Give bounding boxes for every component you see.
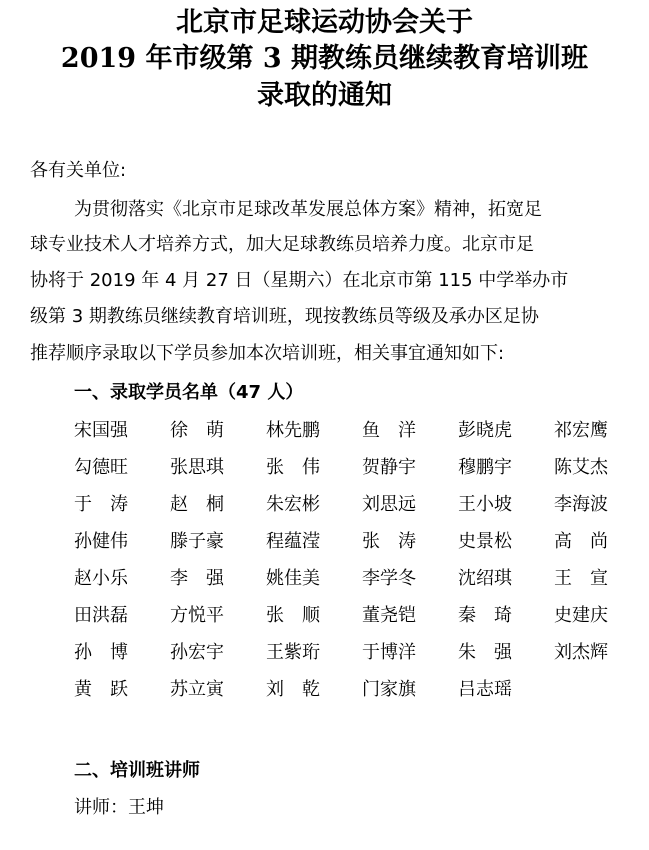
- student-name: 秦 琦: [458, 605, 512, 626]
- document-title-line-2: 2019 年市级第 3 期教练员继续教育培训班: [60, 43, 589, 74]
- student-name: 田洪磊: [74, 605, 128, 626]
- student-name: 朱 强: [458, 642, 512, 663]
- student-name: 史建庆: [554, 605, 608, 626]
- student-name: 祁宏鹰: [554, 420, 608, 441]
- student-row: [74, 605, 634, 642]
- student-row: [74, 642, 634, 679]
- student-name: 赵小乐: [74, 568, 128, 589]
- student-name: 孙宏宇: [170, 642, 224, 663]
- lecturer-line: 讲师：王坤: [74, 797, 164, 818]
- student-name: 朱宏彬: [266, 494, 320, 515]
- student-name: 高 尚: [554, 531, 608, 552]
- student-name: 于博洋: [362, 642, 416, 663]
- student-row: [74, 420, 634, 457]
- student-name: 鱼 洋: [362, 420, 416, 441]
- student-name: 李学冬: [362, 568, 416, 589]
- section-heading-students: 一、录取学员名单（47 人）: [74, 382, 304, 403]
- student-name: 张 涛: [362, 531, 416, 552]
- student-name: 滕子豪: [170, 531, 224, 552]
- student-name: 刘思远: [362, 494, 416, 515]
- student-name: 刘 乾: [266, 679, 320, 700]
- student-name: 张思琪: [170, 457, 224, 478]
- student-name: 李海波: [554, 494, 608, 515]
- student-name: 姚佳美: [266, 568, 320, 589]
- student-name: 王小坡: [458, 494, 512, 515]
- student-name: 穆鹏宇: [458, 457, 512, 478]
- student-name: 史景松: [458, 531, 512, 552]
- student-name: 张 伟: [266, 457, 320, 478]
- student-name: 沈绍琪: [458, 568, 512, 589]
- student-row: [74, 568, 634, 605]
- document-title-line-1: 北京市足球运动协会关于: [176, 7, 473, 38]
- paragraph-line-4: 级第 3 期教练员继续教育培训班，现按教练员等级及承办区足协: [30, 306, 539, 327]
- document-title-line-3: 录取的通知: [257, 80, 392, 111]
- student-name: 刘杰辉: [554, 642, 608, 663]
- student-name: 宋国强: [74, 420, 128, 441]
- student-name: 陈艾杰: [554, 457, 608, 478]
- student-name: 王 宣: [554, 568, 608, 589]
- student-name: 董尧铠: [362, 605, 416, 626]
- student-name: 张 顺: [266, 605, 320, 626]
- student-name: 徐 萌: [170, 420, 224, 441]
- student-name: 方悦平: [170, 605, 224, 626]
- student-name: 李 强: [170, 568, 224, 589]
- student-name: 孙健伟: [74, 531, 128, 552]
- student-name: 黄 跃: [74, 679, 128, 700]
- student-row: [74, 494, 634, 531]
- student-name-list: [74, 420, 634, 716]
- paragraph-line-2: 球专业技术人才培养方式，加大足球教练员培养力度。北京市足: [30, 234, 534, 255]
- paragraph-line-5: 推荐顺序录取以下学员参加本次培训班，相关事宜通知如下:: [30, 343, 505, 364]
- section-heading-lecturer: 二、培训班讲师: [74, 760, 200, 781]
- student-name: 勾德旺: [74, 457, 128, 478]
- student-name: 孙 博: [74, 642, 128, 663]
- student-row: [74, 531, 634, 568]
- student-name: 门家旗: [362, 679, 416, 700]
- student-name: 林先鹏: [266, 420, 320, 441]
- student-name: 苏立寅: [170, 679, 224, 700]
- student-name: 贺静宇: [362, 457, 416, 478]
- student-name: 于 涛: [74, 494, 128, 515]
- student-name: 王紫珩: [266, 642, 320, 663]
- paragraph-line-3: 协将于 2019 年 4 月 27 日（星期六）在北京市第 115 中学举办市: [30, 270, 569, 291]
- student-name: 吕志瑶: [458, 679, 512, 700]
- student-name: 彭晓虎: [458, 420, 512, 441]
- student-row: [74, 679, 634, 716]
- paragraph-line-1: 为贯彻落实《北京市足球改革发展总体方案》精神，拓宽足: [74, 199, 542, 220]
- student-name: 赵 桐: [170, 494, 224, 515]
- salutation: 各有关单位:: [30, 160, 127, 181]
- student-name: 程蕴滢: [266, 531, 320, 552]
- student-row: [74, 457, 634, 494]
